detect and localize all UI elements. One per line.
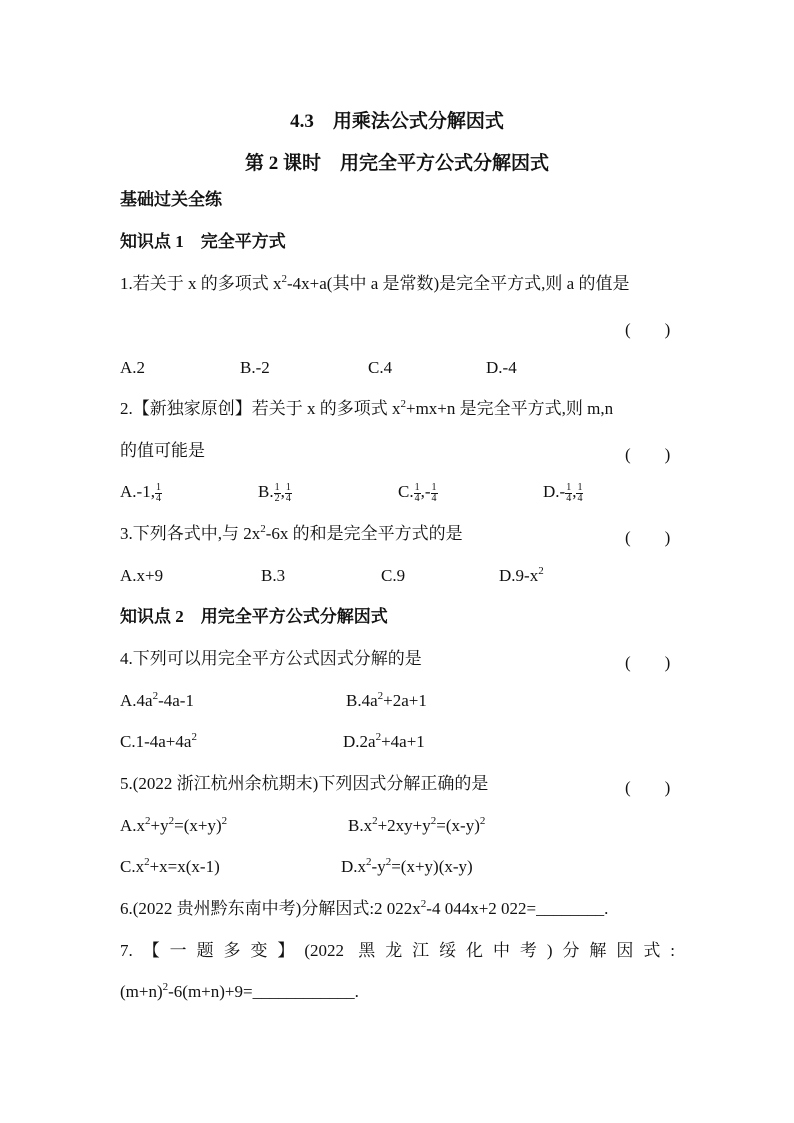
answer-paren-5: ( )	[625, 778, 671, 797]
question-4: 4.下列可以用完全平方公式因式分解的是	[120, 649, 422, 668]
knowledge-point-1: 知识点 1 完全平方式	[120, 232, 286, 251]
q2-option-d: D.- $\frac{1}{4}$ , $\frac{1}{4}$	[543, 481, 583, 504]
question-7-line-2: $(m+n)^2-6(m+n)+9=\_\_\_\_\_\_\_\_\_\_\_\_$.	[120, 981, 359, 1001]
q3-option-a: A.x+9	[120, 566, 164, 585]
q3-option-d: $D.9-x^2$	[499, 565, 544, 585]
section-heading: 基础过关全练	[120, 190, 222, 209]
q1-option-c: C.4	[368, 358, 393, 377]
question-3: 3.下列各式中,与 $2x^2-6x$ 的和是完全平方式的是	[120, 523, 463, 543]
answer-paren-1: ( )	[625, 320, 671, 339]
question-5: 5.(2022 浙江杭州余杭期末)下列因式分解正确的是	[120, 774, 489, 793]
q3-option-c: C.9	[381, 566, 406, 585]
q4-option-d: $D.2a^2+4a+1$	[343, 731, 425, 751]
q5-option-d: $D.x^2-y^2=(x+y)(x-y)$	[341, 856, 473, 876]
page-title: 4.3 用乘法公式分解因式	[290, 111, 504, 132]
q4-option-a: $A.4a^2-4a-1$	[120, 690, 194, 710]
q1-option-d: D.-4	[486, 358, 517, 377]
q1-option-a: A.2	[120, 358, 146, 377]
question-2: 2.【新独家原创】若关于 x 的多项式 $x^2+mx+n$ 是完全平方式,则 m,n	[120, 398, 614, 418]
lesson-subtitle: 第 2 课时 用完全平方公式分解因式	[244, 153, 549, 174]
answer-paren-3: ( )	[625, 528, 671, 547]
q5-option-c: $C.x^2+x=x(x-1)$	[120, 856, 220, 876]
answer-paren-4: ( )	[625, 653, 671, 672]
question-6: 6.(2022 贵州黔东南中考)分解因式:2 $022x^2-4$ 044x+2 022=________.	[120, 898, 609, 918]
question-2-line-2: 的值可能是	[120, 441, 205, 460]
q4-option-b: $B.4a^2+2a+1$	[346, 690, 427, 710]
q2-option-c: C. $\frac{1}{4}$ ,- $\frac{1}{4}$	[398, 481, 437, 504]
q2-option-a: A.-1, $\frac{1}{4}$	[120, 481, 161, 504]
q5-option-b: $B.x^2+2xy+y^2=(x-y)^2$	[348, 815, 486, 835]
q1-option-b: B.-2	[240, 358, 270, 377]
question-7: 7.【一题多变】(2022 黑龙江绥化中考)分解因式:	[120, 941, 675, 960]
q3-option-b: B.3	[261, 566, 286, 585]
q4-option-c: $C.1-4a+4a^2$	[120, 731, 197, 751]
knowledge-point-2: 知识点 2 用完全平方公式分解因式	[120, 607, 388, 626]
answer-paren-2: ( )	[625, 445, 671, 464]
q5-option-a: $A.x^2+y^2=(x+y)^2$	[120, 815, 228, 835]
q2-option-b: B. $\frac{1}{2}$ , $\frac{1}{4}$	[258, 481, 291, 504]
question-1: 1.若关于 x 的多项式 $x^2-4x+a$(其中 a 是常数)是完全平方式,则 a 的值是	[120, 273, 630, 293]
